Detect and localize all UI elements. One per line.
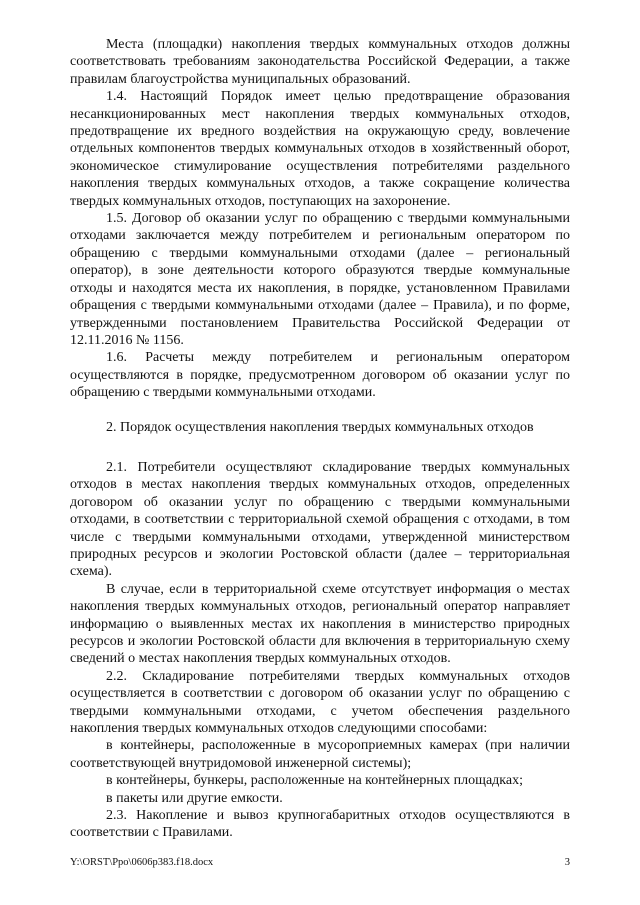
paragraph-1-4: 1.4. Настоящий Порядок имеет целью предотвращение образования несанкционированных мест накопления твердых коммунальных отходов, предотвращение их вредного воздействия на окружающую среду, вовлечение отдельных компонентов твердых коммунальных отходов в хозяйственный оборот, экономическое стимулирование осуществления потребителями раздельного накопления твердых коммунальных отходов, а также сокращение количества твердых коммунальных отходов, поступающих на захоронение. xyxy=(70,89,570,209)
list-item: в пакеты или другие емкости. xyxy=(106,790,283,806)
paragraph-2-1: 2.1. Потребители осуществляют складирование твердых коммунальных отходов в местах накопления твердых коммунальных отходов, определенных договором об оказании услуг по обращению с твердыми коммунальными отходами, в соответствии с территориальной схемой обращения с отходами, в том числе с твердыми коммунальными отходами, утвержденной министерством природных ресурсов и экологии Ростовской области (далее – территориальная схема). xyxy=(70,459,570,580)
page-footer xyxy=(70,856,570,870)
list-item: в контейнеры, расположенные в мусороприемных камерах (при наличии соответствующей внутридомовой инженерной системы); xyxy=(70,738,570,771)
paragraph-1-6: 1.6. Расчеты между потребителем и региональным оператором осуществляются в порядке, предусмотренном договором об оказании услуг по обращению с твердыми коммунальными отходами. xyxy=(70,350,570,401)
document-body xyxy=(70,36,570,842)
paragraph-1-5: 1.5. Договор об оказании услуг по обращению с твердыми коммунальными отходами заключается между потребителем и региональным оператором по обращению с твердыми коммунальными отходами (далее – региональный оператор), в зоне деятельности которого образуются твердые коммунальные отходы и находятся места их накопления, в порядке, установленном Правилами обращения с твердыми коммунальными отходами (далее – Правила), и по форме, утвержденными постановлением Правительства Российской Федерации от 12.11.2016 № 1156. xyxy=(70,211,570,348)
paragraph: Места (площадки) накопления твердых коммунальных отходов должны соответствовать требованиям законодательства Российской Федерации, а также правилам благоустройства муниципальных образований. xyxy=(70,37,570,87)
file-path: Y:\ORST\Ppo\0606p383.f18.docx xyxy=(70,857,214,868)
paragraph-2-3: 2.3. Накопление и вывоз крупногабаритных отходов осуществляются в соответствии с Правилами. xyxy=(70,808,570,841)
paragraph-2-2: 2.2. Складирование потребителями твердых коммунальных отходов осуществляется в соответствии с договором об оказании услуг по обращению с твердыми коммунальными отходами, с учетом обеспечения раздельного накопления твердых коммунальных отходов следующими способами: xyxy=(70,668,570,737)
list-item: в контейнеры, бункеры, расположенные на контейнерных площадках; xyxy=(106,773,523,789)
section-heading: 2. Порядок осуществления накопления твердых коммунальных отходов xyxy=(106,419,534,435)
paragraph: В случае, если в территориальной схеме отсутствует информация о местах накопления твердых коммунальных отходов, региональный оператор направляет информацию о выявленных местах их накопления в министерство природных ресурсов и экологии Ростовской области для включения в территориальную схему сведений о местах накопления твердых коммунальных отходов. xyxy=(70,581,570,667)
page-number: 3 xyxy=(564,857,570,868)
